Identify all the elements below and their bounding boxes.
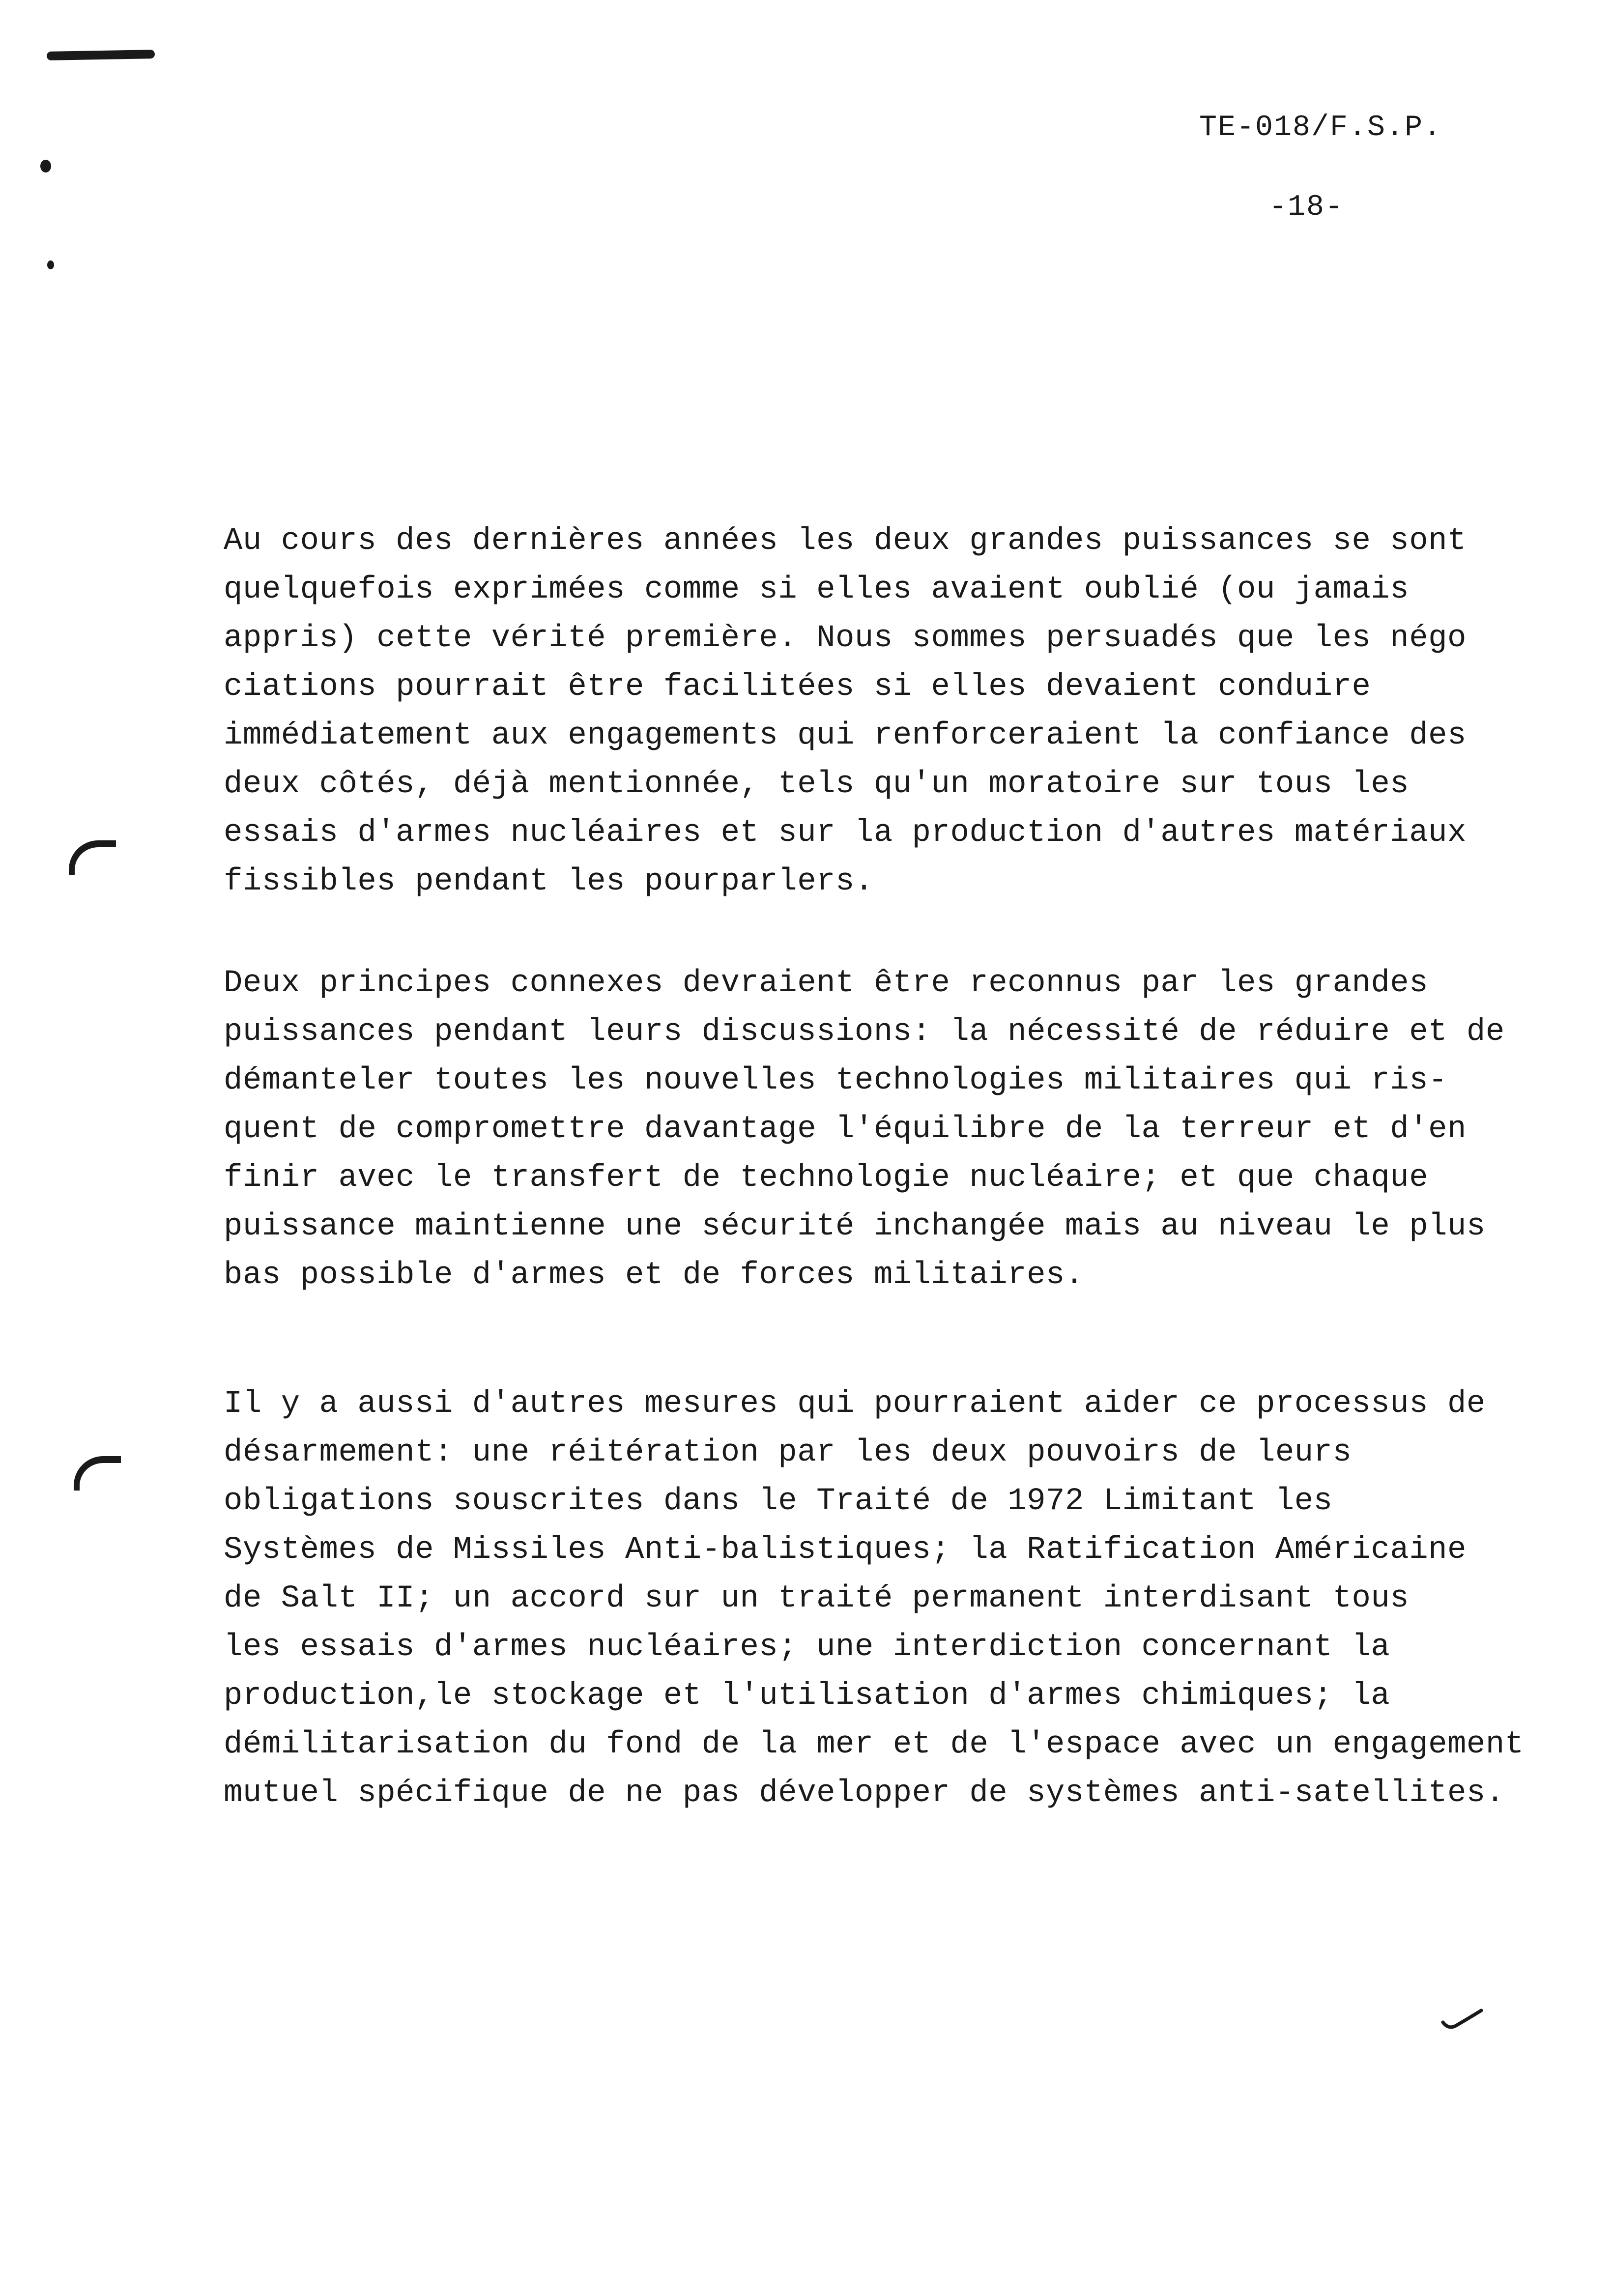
text-line: appris) cette vérité première. Nous sommes persuadés que les négo <box>224 621 1467 656</box>
text-line: démilitarisation du fond de la mer et de l'espace avec un engagement <box>224 1727 1524 1762</box>
text-line: quent de compromettre davantage l'équilibre de la terreur et d'en <box>224 1112 1467 1147</box>
text-line: deux côtés, déjà mentionnée, tels qu'un moratoire sur tous les <box>224 767 1410 802</box>
paragraph <box>224 1380 1560 1818</box>
document-reference: TE-018/F.S.P. <box>1199 111 1442 144</box>
punch-hole-mark <box>40 160 51 172</box>
paragraph <box>224 517 1560 906</box>
text-line: production,le stockage et l'utilisation d'armes chimiques; la <box>224 1678 1390 1714</box>
text-line: les essais d'armes nucléaires; une interdiction concernant la <box>224 1630 1390 1665</box>
punch-hole-mark <box>47 260 54 269</box>
text-line: démanteler toutes les nouvelles technologies militaires qui ris- <box>224 1063 1447 1098</box>
text-line: immédiatement aux engagements qui renforceraient la confiance des <box>224 718 1467 753</box>
text-line: fissibles pendant les pourparlers. <box>224 864 874 899</box>
text-line: mutuel spécifique de ne pas développer de systèmes anti-satellites. <box>224 1776 1505 1811</box>
text-line: Deux principes connexes devraient être reconnus par les grandes <box>224 966 1429 1001</box>
margin-bracket-mark <box>74 1456 121 1491</box>
handwritten-check-mark <box>1440 2008 1484 2037</box>
text-line: ciations pourrait être facilitées si elles devaient conduire <box>224 669 1371 705</box>
text-line: quelquefois exprimées comme si elles avaient oublié (ou jamais <box>224 572 1410 607</box>
text-line: désarmement: une réitération par les deux pouvoirs de leurs <box>224 1435 1352 1470</box>
page-number: -18- <box>1269 191 1344 224</box>
text-line: puissance maintienne une sécurité inchangée mais au niveau le plus <box>224 1209 1486 1244</box>
text-line: bas possible d'armes et de forces militaires. <box>224 1258 1084 1293</box>
text-line: finir avec le transfert de technologie nucléaire; et que chaque <box>224 1160 1429 1196</box>
margin-bracket-mark <box>69 840 116 875</box>
text-line: Au cours des dernières années les deux grandes puissances se sont <box>224 523 1467 559</box>
scan-scratch-mark <box>47 50 155 60</box>
text-line: obligations souscrites dans le Traité de 1972 Limitant les <box>224 1484 1333 1519</box>
text-line: de Salt II; un accord sur un traité permanent interdisant tous <box>224 1581 1410 1616</box>
text-line: essais d'armes nucléaires et sur la production d'autres matériaux <box>224 815 1467 851</box>
paragraph <box>224 959 1560 1300</box>
text-line: Il y a aussi d'autres mesures qui pourraient aider ce processus de <box>224 1386 1486 1422</box>
text-line: puissances pendant leurs discussions: la nécessité de réduire et de <box>224 1014 1505 1050</box>
text-line: Systèmes de Missiles Anti-balistiques; la Ratification Américaine <box>224 1532 1467 1568</box>
